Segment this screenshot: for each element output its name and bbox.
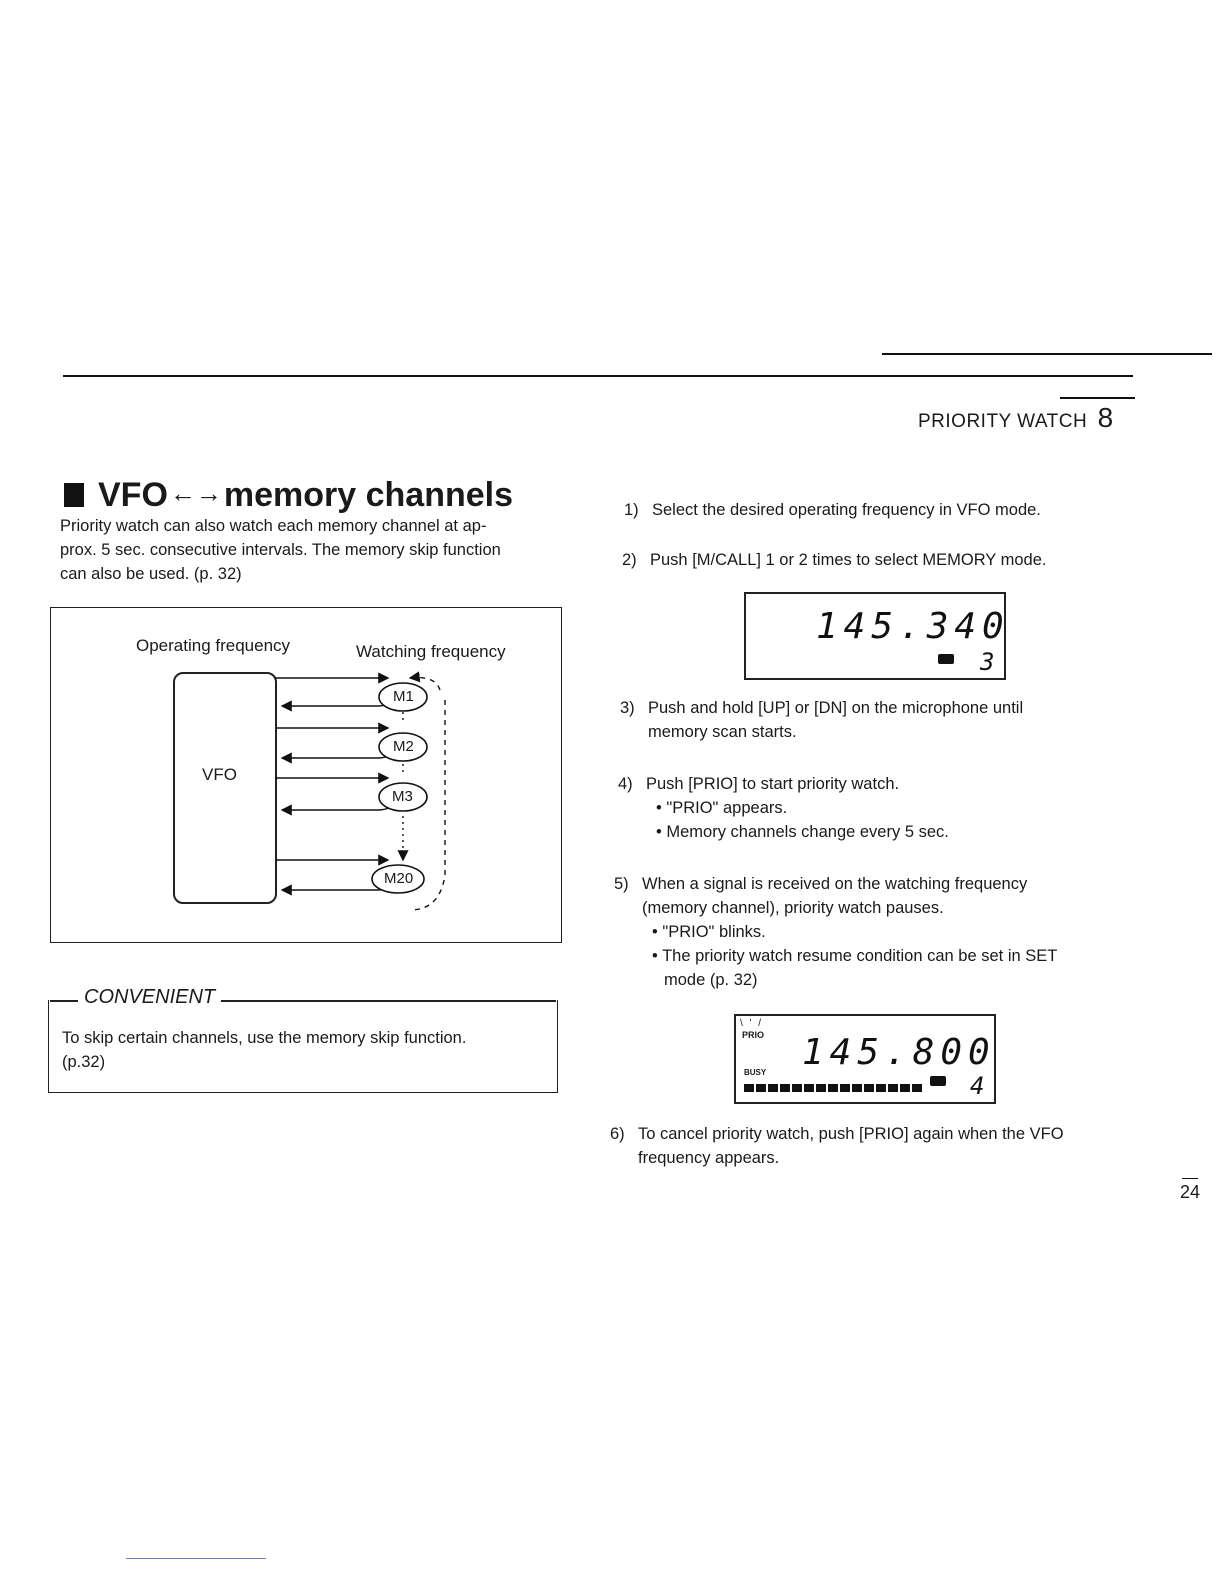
step-bullet: • "PRIO" blinks. bbox=[652, 923, 766, 941]
s-meter-bar bbox=[744, 1084, 924, 1092]
busy-indicator: BUSY bbox=[744, 1068, 767, 1077]
lcd-display-memory bbox=[744, 592, 1010, 680]
vfo-box bbox=[173, 672, 277, 904]
lcd-frequency: 145.340 bbox=[816, 606, 1010, 647]
header-rule bbox=[1060, 397, 1135, 399]
step-4 bbox=[618, 772, 1138, 844]
convenient-title: CONVENIENT bbox=[78, 986, 221, 1009]
top-rule-long bbox=[63, 375, 1133, 377]
step-line: To cancel priority watch, push [PRIO] again when the VFO bbox=[638, 1125, 1064, 1143]
step-bullet: • "PRIO" appears. bbox=[656, 799, 788, 817]
step-line: When a signal is received on the watching frequency bbox=[642, 875, 1028, 893]
step-6 bbox=[610, 1122, 1140, 1170]
step-number: 1) bbox=[624, 501, 639, 519]
convenient-line: (p.32) bbox=[62, 1053, 106, 1071]
step-3 bbox=[620, 696, 1140, 744]
memory-icon bbox=[930, 1076, 946, 1086]
convenient-line: To skip certain channels, use the memory skip function. bbox=[62, 1029, 467, 1047]
step-number: 6) bbox=[610, 1125, 625, 1143]
lcd-frequency: 145.800 bbox=[802, 1032, 996, 1073]
intro-paragraph bbox=[60, 514, 580, 586]
heading-bullet-icon bbox=[64, 483, 84, 507]
step-line: frequency appears. bbox=[638, 1149, 780, 1167]
section-heading bbox=[64, 476, 513, 515]
heading-vfo: VFO bbox=[98, 476, 168, 514]
intro-line: prox. 5 sec. consecutive intervals. The memory skip function bbox=[60, 541, 501, 559]
step-bullet: • Memory channels change every 5 sec. bbox=[656, 823, 949, 841]
step-number: 2) bbox=[622, 551, 637, 569]
vfo-label: VFO bbox=[202, 765, 237, 784]
heading-memory-channels: memory channels bbox=[223, 476, 514, 514]
page-number-rule bbox=[1182, 1178, 1198, 1179]
step-line: Push [M/CALL] 1 or 2 times to select MEMORY mode. bbox=[650, 551, 1047, 569]
step-5 bbox=[614, 872, 1134, 992]
step-line: (memory channel), priority watch pauses. bbox=[642, 899, 944, 917]
step-bullet: • The priority watch resume condition can be set in SET bbox=[652, 947, 1058, 965]
section-number: 8 bbox=[1097, 402, 1114, 433]
step-1 bbox=[624, 498, 1144, 522]
intro-line: can also be used. (p. 32) bbox=[60, 565, 242, 583]
page-number: 24 bbox=[1180, 1182, 1201, 1202]
channel-m3: M3 bbox=[392, 788, 413, 805]
page-header bbox=[918, 402, 1113, 434]
step-number: 4) bbox=[618, 775, 633, 793]
lcd-display-priority bbox=[734, 1014, 996, 1104]
header-title: PRIORITY WATCH bbox=[918, 411, 1088, 432]
step-line: memory scan starts. bbox=[648, 723, 797, 741]
step-line: Push and hold [UP] or [DN] on the microphone until bbox=[648, 699, 1024, 717]
step-2 bbox=[622, 548, 1142, 572]
lcd-channel: 3 bbox=[980, 648, 995, 676]
convenient-text bbox=[62, 1026, 552, 1074]
prio-blink-icon: \ ' / bbox=[740, 1018, 764, 1029]
step-number: 3) bbox=[620, 699, 635, 717]
lcd-channel: 4 bbox=[970, 1072, 985, 1100]
step-line: Push [PRIO] to start priority watch. bbox=[646, 775, 900, 793]
step-bullet: mode (p. 32) bbox=[664, 971, 758, 989]
channel-m2: M2 bbox=[393, 738, 414, 755]
label-watching-frequency: Watching frequency bbox=[356, 642, 506, 661]
step-line: Select the desired operating frequency in VFO mode. bbox=[652, 501, 1041, 519]
label-operating-frequency: Operating frequency bbox=[136, 636, 291, 655]
channel-m1: M1 bbox=[393, 688, 414, 705]
intro-line: Priority watch can also watch each memory channel at ap- bbox=[60, 517, 487, 535]
priority-diagram-arrows bbox=[270, 670, 470, 915]
channel-m20: M20 bbox=[384, 870, 414, 887]
bidirectional-arrow-icon: ←→ bbox=[169, 478, 222, 508]
top-rule-short bbox=[882, 353, 1212, 355]
prio-indicator: PRIO bbox=[742, 1030, 765, 1040]
step-number: 5) bbox=[614, 875, 629, 893]
bottom-rule bbox=[126, 1558, 266, 1559]
memory-icon bbox=[938, 654, 954, 664]
